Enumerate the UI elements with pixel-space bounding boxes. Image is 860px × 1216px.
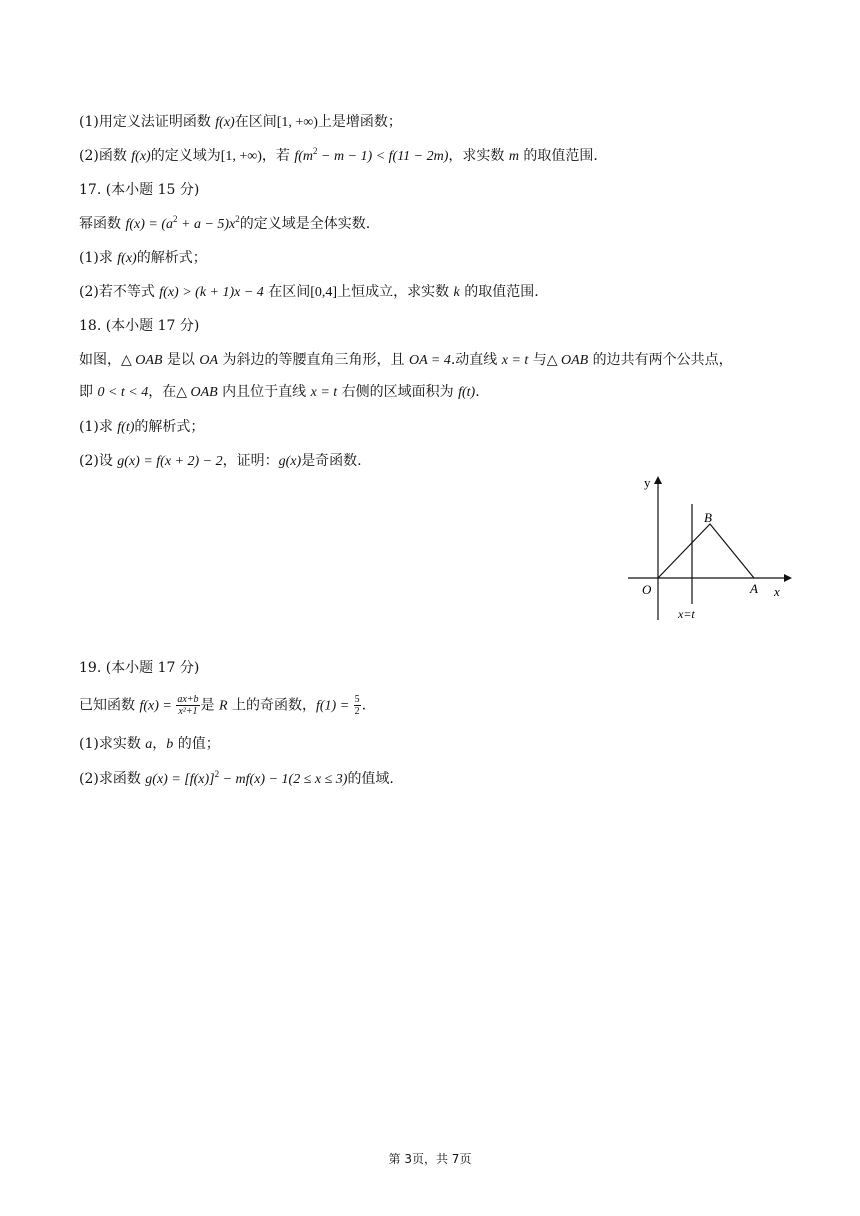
q17-heading: 17. (本小题 15 分) xyxy=(79,182,200,198)
triangle-oab xyxy=(658,524,754,578)
q16-part1: (1)用定义法证明函数 f(x)在区间[1, +∞)上是增函数； xyxy=(79,114,402,130)
page-footer: 第 3页，共 7页 xyxy=(388,1152,472,1166)
q17-part1: (1)求 f(x)的解析式； xyxy=(79,250,207,266)
q18-part2: (2)设 g(x) = f(x + 2) − 2，证明：g(x)是奇函数. xyxy=(79,453,362,469)
q17-stem: 幂函数 $f(x) = (a^2 + a - 5)x^2$的定义域是全体实数. xyxy=(79,214,371,232)
q18-heading: 18. (本小题 17 分) xyxy=(79,318,200,334)
q17-part2: (2)若不等式 f(x) > (k + 1)x − 4 在区间[0,4]上恒成立，求实数 k 的取值范围. xyxy=(79,284,539,300)
label-x-equals-t: x=t xyxy=(678,607,695,621)
label-a: A xyxy=(750,581,758,596)
q18-stem-line2: 即 0 < t < 4，在△ OAB 内且位于直线 x = t 右侧的区域面积为 f(t). xyxy=(79,384,480,400)
label-x: x xyxy=(774,584,780,599)
q19-part2: (2)求函数 $g(x) = [f(x)]^2 - mf(x) - 1(2 \le x \le 3)$的值域. xyxy=(79,769,394,787)
q19-stem: 已知函数 f(x) = $\frac{ax+b}{\text{x²+1}}$ 是 R 上的奇函数，f(1) = $\frac{5}{2}$ . xyxy=(79,694,367,717)
q18-stem-line1: 如图，△ OAB 是以 OA 为斜边的等腰直角三角形，且 OA = 4.动直线 x = t 与△ OAB 的边共有两个公共点， xyxy=(79,352,733,368)
q19-heading: 19. (本小题 17 分) xyxy=(79,660,200,676)
fraction-five-halves: $\frac{5}{2}$ xyxy=(354,694,360,717)
q18-part1: (1)求 f(t)的解析式； xyxy=(79,419,205,435)
q19-part1: (1)求实数 a，b 的值； xyxy=(79,736,220,752)
label-o: O xyxy=(642,582,652,597)
label-y: y xyxy=(644,475,651,490)
label-b: B xyxy=(704,510,712,525)
fraction-ax-plus-b: $\frac{ax+b}{\text{x²+1}}$ xyxy=(177,694,199,717)
q16-part2: (2)函数 f(x)的定义域为[1, +∞)，若 $f(m^2 - m - 1) < f(11 - 2m)$，求实数 m 的取值范围. xyxy=(79,146,598,164)
triangle-figure xyxy=(624,474,796,624)
